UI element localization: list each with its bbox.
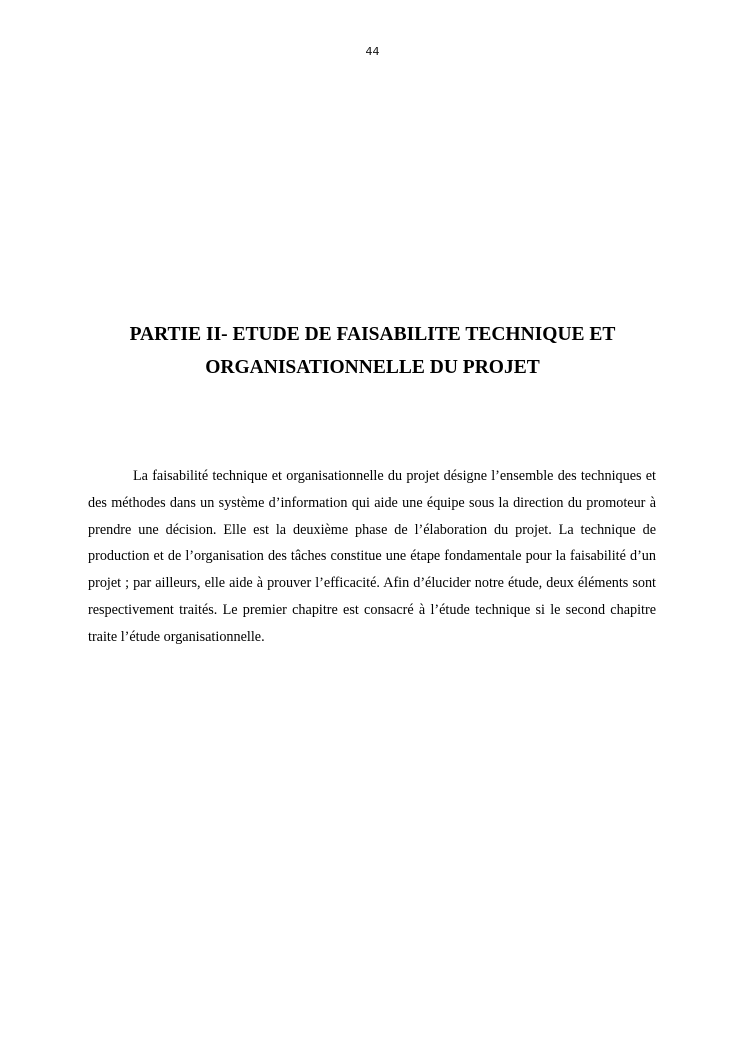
page-number: 44 — [365, 45, 380, 58]
part-title-line-1: PARTIE II- ETUDE DE FAISABILITE TECHNIQUE ET — [129, 324, 616, 345]
part-title — [80, 318, 665, 384]
intro-paragraph: La faisabilité technique et organisationnelle du projet désigne l’ensemble des techniques et des méthodes dans un système d’information qui aide une équipe sous la direction du promoteur à prendre une décision. Elle est la deuxième phase de l’élaboration du projet. La technique de production et de l’organisation des tâches constitue une étape fondamentale pour la faisabilité d’un projet ; par ailleurs, elle aide à prouver l’efficacité. Afin d’élucider notre étude, deux éléments sont respectivement traités. Le premier chapitre est consacré à l’étude technique si le second chapitre traite l’étude organisationnelle. — [88, 468, 656, 645]
part-title-line-2: ORGANISATIONNELLE DU PROJET — [205, 357, 540, 378]
